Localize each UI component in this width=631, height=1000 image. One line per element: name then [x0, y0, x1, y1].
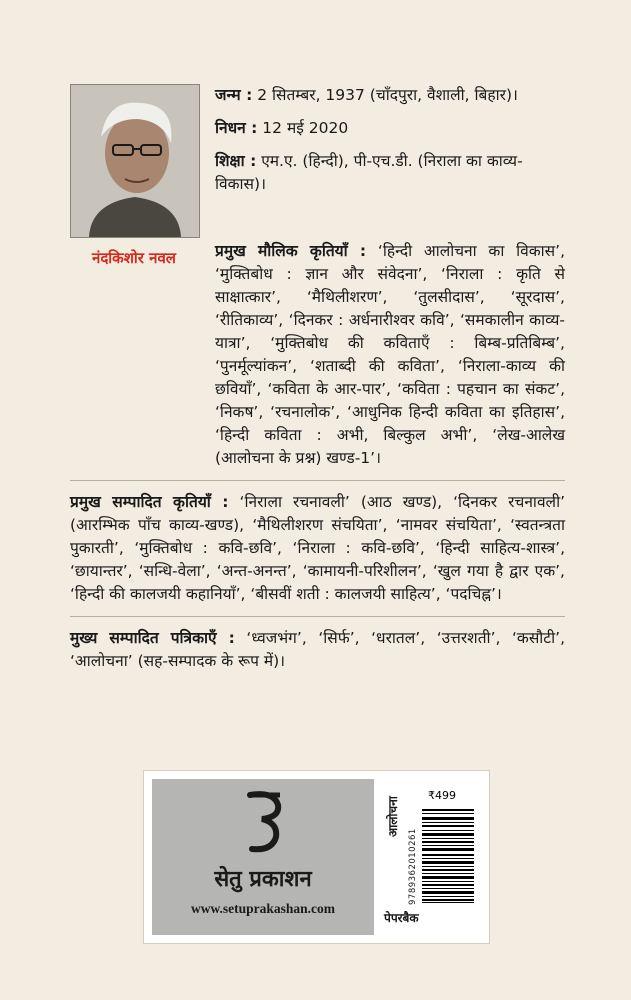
back-cover-footer	[143, 770, 490, 944]
setu-logo-icon	[244, 791, 284, 853]
edited-journals-value: ‘ध्वजभंग’, ‘सिर्फ’, ‘धरातल’, ‘उत्तरशती’, ‘कसौटी’, ‘आलोचना’ (सह-सम्पादक के रूप में)।	[70, 629, 565, 670]
author-portrait-icon	[71, 85, 199, 237]
author-name: नंदकिशोर नवल	[92, 249, 176, 267]
education-label: शिक्षा :	[215, 152, 257, 170]
birth-label: जन्म :	[215, 86, 253, 104]
death-label: निधन :	[215, 119, 258, 137]
publisher-box	[152, 779, 374, 935]
death-line	[215, 117, 565, 140]
edited-journals	[70, 627, 565, 673]
section-divider	[70, 616, 565, 617]
publisher-name: सेतु प्रकाशन	[214, 866, 312, 892]
original-works-value: ‘हिन्दी आलोचना का विकास’, ‘मुक्तिबोध : ज्ञान और संवेदना’, ‘निराला : कृति से साक्षात्कार’, ‘मैथिलीशरण’, ‘तुलसीदास’, ‘सूरदास’, ‘रीतिकाव्य’, ‘दिनकर : अर्धनारीश्वर कवि’, ‘समकालीन काव्य-यात्रा’, ‘मुक्तिबोध की कविताएँ : बिम्ब-प्रतिबिम्ब’, ‘पुनर्मूल्यांकन’, ‘शताब्दी की कविता’, ‘निराला-काव्य की छवियाँ’, ‘कविता के आर-पार’, ‘कविता : पहचान का संकट’, ‘निकष’, ‘रचनालोक’, ‘आधुनिक हिन्दी कविता का इतिहास’, ‘हिन्दी कविता : अभी, बिल्कुल अभी’, ‘लेख-आलेख (आलोचना के प्रश्न) खण्ड-1’।	[215, 242, 565, 467]
edited-works	[70, 491, 565, 606]
birth-line	[215, 84, 565, 107]
isbn-number: 9789362010261	[408, 828, 418, 905]
section-divider	[70, 480, 565, 481]
edited-works-label: प्रमुख सम्पादित कृतियाँ :	[70, 493, 229, 511]
education-line	[215, 150, 565, 196]
works-section	[70, 240, 565, 683]
price-label: ₹499	[428, 789, 456, 802]
author-photo	[70, 84, 200, 238]
barcode-icon	[422, 807, 474, 905]
binding-label: पेपरबैक	[384, 911, 419, 925]
publisher-website[interactable]: www.setuprakashan.com	[190, 901, 336, 916]
edited-works-value: ‘निराला रचनावली’ (आठ खण्ड), ‘दिनकर रचनावली’ (आरम्भिक पाँच काव्य-खण्ड), ‘मैथिलीशरण संचयिता’, ‘नामवर संचयिता’, ‘स्वतन्त्रता पुकारती’, ‘मुक्तिबोध : कवि-छवि’, ‘निराला : कवि-छवि’, ‘हिन्दी साहित्य-शास्त्र’, ‘छायान्तर’, ‘सन्धि-वेला’, ‘अन्त-अनन्त’, ‘कामायनी-परिशीलन’, ‘खुल गया है द्वार एक’, ‘हिन्दी की कालजयी कहानियाँ’, ‘बीसवीं शती : कालजयी साहित्य’, ‘पदचिह्न’।	[70, 493, 566, 603]
death-value: 12 मई 2020	[262, 119, 349, 137]
original-works	[70, 240, 565, 470]
bio-details	[215, 84, 565, 206]
original-works-label: प्रमुख मौलिक कृतियाँ :	[215, 242, 367, 260]
edited-journals-label: मुख्य सम्पादित पत्रिकाएँ :	[70, 629, 235, 647]
barcode-area	[378, 779, 482, 935]
birth-value: 2 सितम्बर, 1937 (चाँदपुरा, वैशाली, बिहार)।	[257, 86, 518, 104]
education-value: एम.ए. (हिन्दी), पी-एच.डी. (निराला का काव्य-विकास)।	[215, 152, 523, 193]
category-label: आलोचना	[386, 796, 400, 837]
